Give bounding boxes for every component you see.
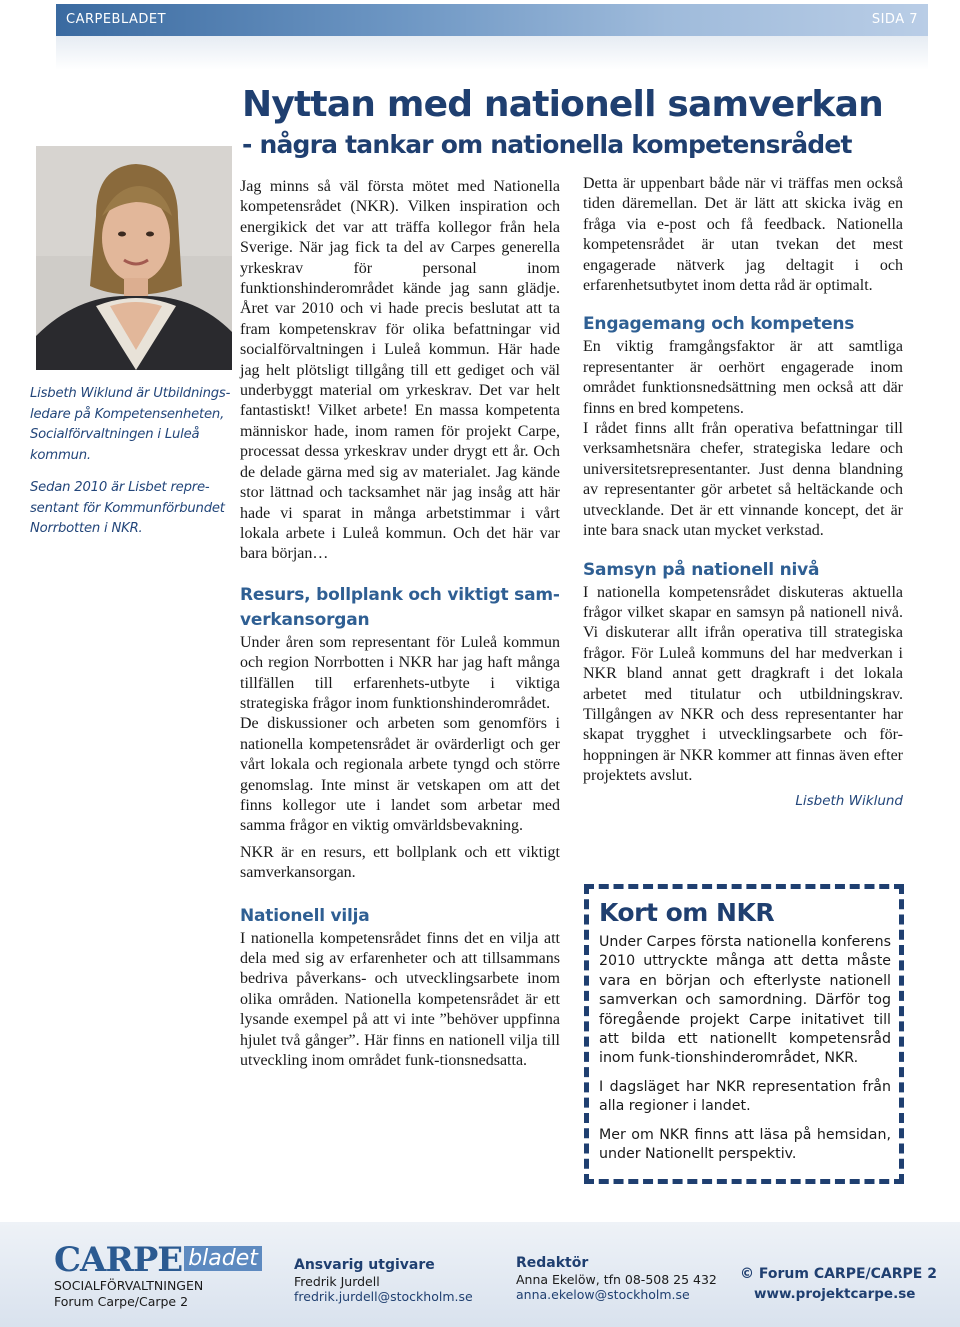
- info-box: [584, 884, 904, 1184]
- page-number: SIDA 7: [871, 12, 918, 27]
- editor-label: Redaktör: [516, 1255, 589, 1271]
- publisher-block: [294, 1256, 473, 1304]
- article-subtitle: - några tankar om nationella kompetensrådet: [242, 130, 852, 159]
- copyright-block: [740, 1264, 937, 1304]
- paragraph: I rådet finns allt från operativa befattningar till verksamhetsnära chefer, strategiska ledare och universitetsrepresentanter. Just denna blandning av representanter gör arbetet så heltäckande och utvecklande. Det är ett vinnande koncept, det är inte bara snack utan mycket verkstad.: [583, 420, 903, 540]
- paragraph: I nationella kompetensrådet diskuteras aktuella frågor vilket skapar en samsyn på nationell nivå. Vi diskuterar allt ifrån operativa till strategiska frågor. För Luleå kommuns del har medverkan i NKR bland annat gett dragkraft i det lokala arbetet med titulatur och utbildningskrav. Tillgången av NKR och dess representanter har skapat trygghet i utvecklingsarbete och för-hoppningen är NKR kommer att finnas även efter projektets avslut.: [583, 583, 903, 785]
- heading-samsyn: Samsyn på nationell nivå: [583, 559, 820, 580]
- info-box-body: [599, 933, 891, 1173]
- header-bar: [56, 4, 928, 36]
- info-box-paragraph: Mer om NKR finns att läsa på hemsidan, under Nationellt perspektiv.: [599, 1126, 891, 1163]
- page-footer: [0, 1222, 960, 1327]
- organization: [54, 1278, 203, 1310]
- info-box-paragraph: I dagsläget har NKR representation från alla regioner i landet.: [599, 1078, 891, 1115]
- editor-email[interactable]: anna.ekelow@stockholm.se: [516, 1287, 690, 1302]
- paragraph: De diskussioner och arbeten som genomförs i nationella kompetensrådet är ovärderligt och ger vårt lokala och regionala arbete tyngd och större genomslag. Inte minst är vetskapen om att det finns kollegor ute i landet som arbetar med samma frågor en viktig omvärldsbevakning.: [240, 715, 560, 835]
- intro-paragraph: Detta är uppenbart både när vi träffas men också tiden däremellan. Det är lätt att skicka iväg en fråga via e-post och få feedback. Nationella kompetensrådet är utan tvekan det mest engagerade nätverk jag deltagit i och erfarenhetsutbytet inom detta råd är optimalt.: [583, 175, 903, 295]
- publisher-name: Fredrik Jurdell: [294, 1274, 380, 1289]
- editor-name: Anna Ekelöw, tfn 08-508 25 432: [516, 1272, 717, 1287]
- info-box-paragraph: Under Carpes första nationella konferens 2010 uttryckte många att detta måste vara en början och efterlyste nationell samverkan och samordning. Därför tog föregående projekt Carpe initativet till att bilda ett nationellt kompetensråd inom funk-tionshinderområdet, NKR.: [599, 934, 891, 1067]
- logo-main: CARPE: [54, 1240, 183, 1280]
- publication-name: CARPEBLADET: [66, 12, 167, 27]
- carpe-logo: [54, 1240, 262, 1280]
- paragraph: Under åren som representant för Luleå kommun och region Norrbotten i NKR har jag haft många tillfällen till erfarenhets-utbyte i viktiga strategiska frågor inom funktionshinderområdet.: [240, 633, 560, 712]
- website-link[interactable]: www.projektcarpe.se: [754, 1286, 916, 1302]
- photo-caption: [30, 384, 240, 552]
- portrait-illustration: [36, 146, 232, 370]
- publisher-email[interactable]: fredrik.jurdell@stockholm.se: [294, 1289, 473, 1304]
- publisher-label: Ansvarig utgivare: [294, 1257, 435, 1273]
- paragraph: En viktig framgångsfaktor är att samtliga representanter är oerhört engagerade inom området funktionsnedsättning men också att där finns en bred kompetens.: [583, 338, 903, 417]
- portrait-photo: [36, 146, 232, 370]
- editor-block: [516, 1254, 717, 1302]
- article-title: Nyttan med nationell samverkan: [242, 84, 883, 125]
- article-column-2: [583, 174, 903, 811]
- info-box-title: Kort om NKR: [599, 898, 775, 927]
- org-line: Forum Carpe/Carpe 2: [54, 1294, 189, 1309]
- caption-line: Sedan 2010 är Lisbet repre-sentant för Kommunförbundet Norrbotten i NKR.: [30, 480, 225, 536]
- heading-resurs: Resurs, bollplank och viktigt sam-verkansorgan: [240, 584, 560, 630]
- org-line: SOCIALFÖRVALTNINGEN: [54, 1278, 204, 1293]
- author-signature: Lisbeth Wiklund: [795, 792, 903, 809]
- heading-nationell-vilja: Nationell vilja: [240, 905, 370, 926]
- paragraph: I nationella kompetensrådet finns det en vilja att dela med sig av erfarenheter och att tillsammans bedriva påverkans- och utvecklingsarbete inom olika områden. Nationella kompetensrådet är ett lysande exempel på att vi inte ”behöver uppfinna hjulet två gånger”. Här finns en nationell vilja till utveckling inom området funk-tionsnedsatta.: [240, 929, 560, 1070]
- logo-sub: bladet: [184, 1246, 262, 1271]
- header-shade: [56, 36, 928, 70]
- article-column-1: [240, 177, 560, 1071]
- heading-engagemang: Engagemang och kompetens: [583, 314, 855, 335]
- intro-paragraph: Jag minns så väl första mötet med Nationella kompetensrådet (NKR). Vilken inspiration och energikick det var att träffa kollegor från hela Sverige. När jag fick ta del av Carpes generella yrkeskrav för personal inom funktionshinderområdet kände jag sann glädje. Året var 2010 och vi hade precis beslutat att ta fram kompetenskrav för olika befattningar vid socialförvaltningen i Luleå kommun. Här hade jag helt plötsligt tillgång till ett gediget och väl underbyggt material om yrkeskrav. Det var helt fantastiskt! Vilket arbete! En massa kompetenta människor hade, inom ramen för projekt Carpe, processat dessa yrkeskrav under drygt ett år. Och de delade gärna med sig av materialet. Jag kände stor lättnad och tacksamhet när jag insåg att här hade vi sparat in många arbetstimmar i vårt lokala arbete i Luleå kommun. Och det här var bara början…: [240, 178, 560, 563]
- caption-line: Lisbeth Wiklund är Utbildnings-ledare på Kompetensenheten, Socialförvaltningen i Luleå kommun.: [30, 386, 231, 463]
- paragraph: NKR är en resurs, ett bollplank och ett viktigt samverkansorgan.: [240, 843, 560, 882]
- copyright: © Forum CARPE/CARPE 2: [740, 1266, 937, 1282]
